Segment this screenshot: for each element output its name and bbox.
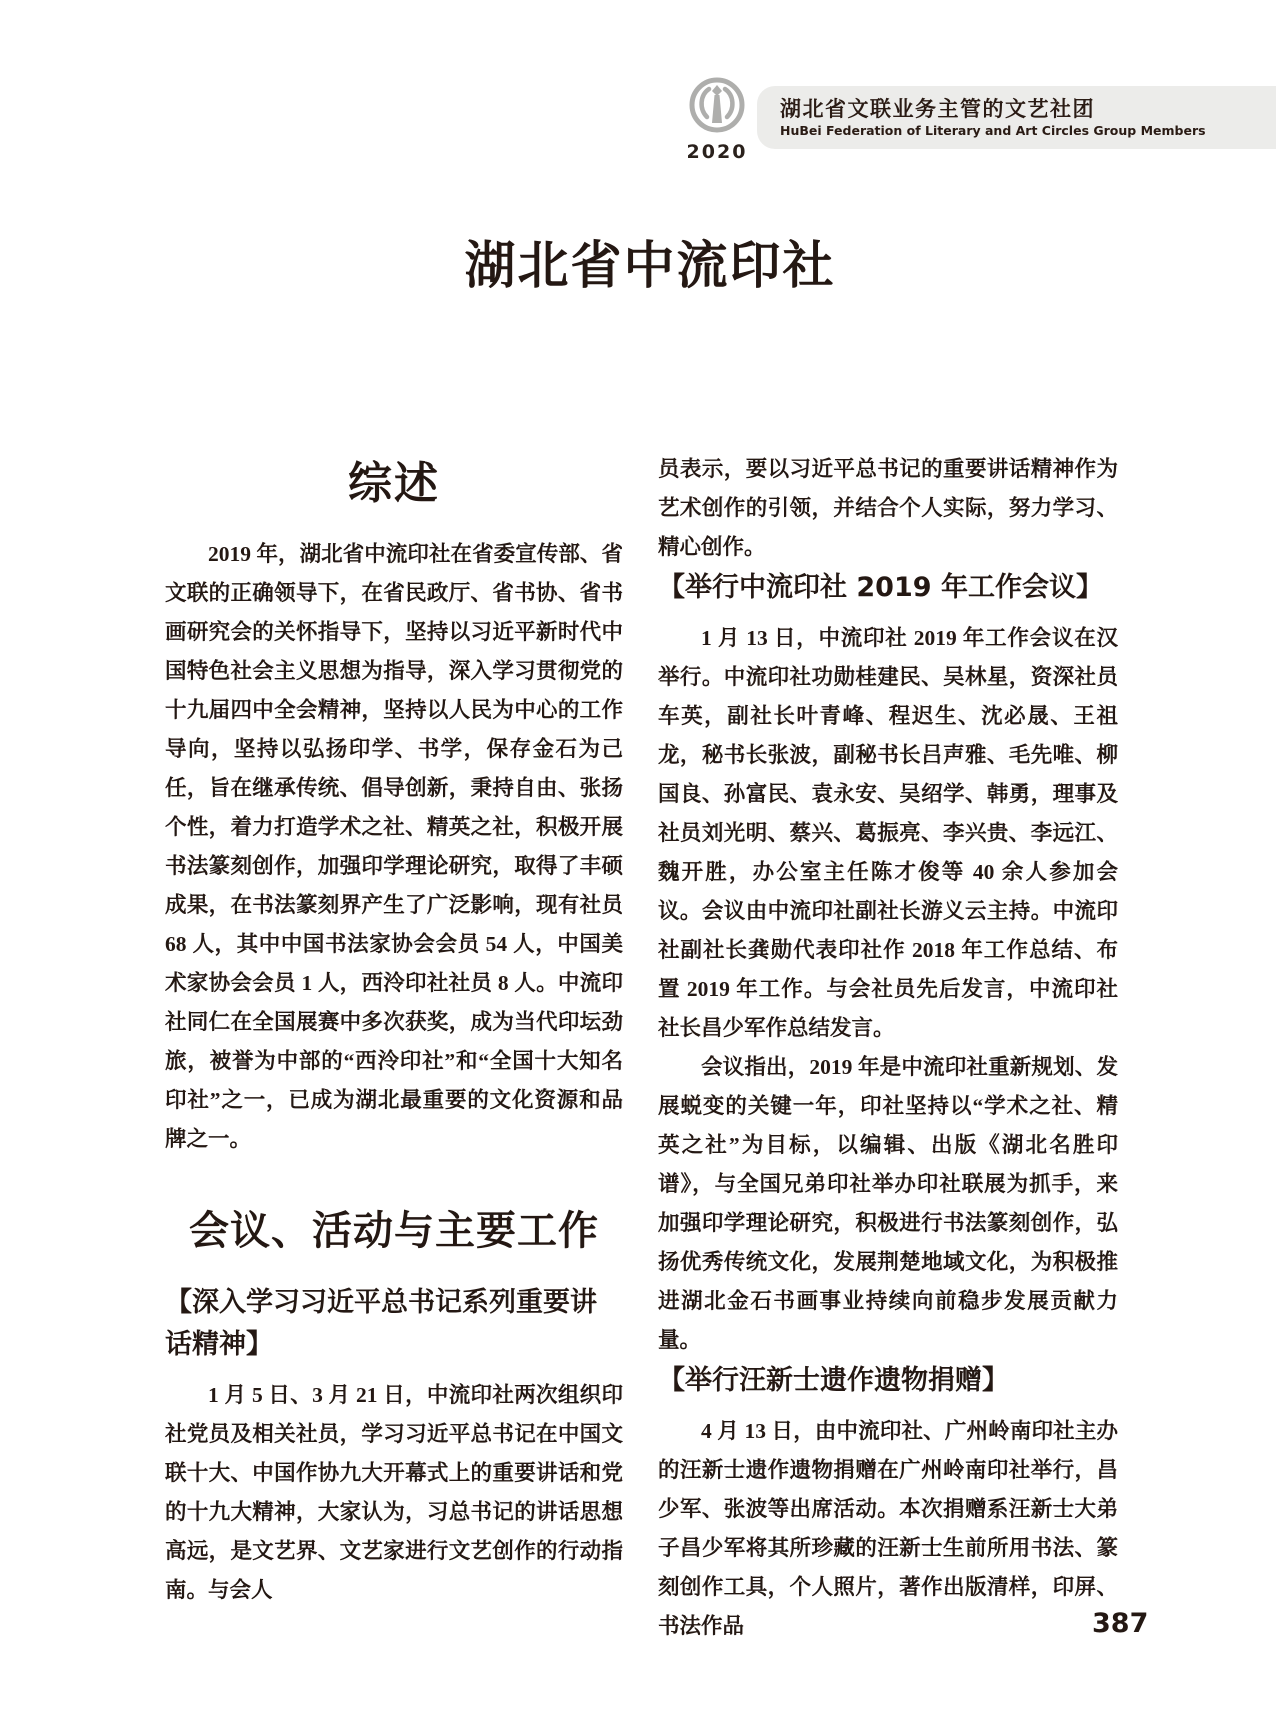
overview-heading: 综述 (348, 458, 440, 509)
continuation-paragraph: 员表示，要以习近平总书记的重要讲话精神作为艺术创作的引领，并结合个人实际，努力学习、精心创作。 (658, 457, 1118, 559)
study-subsection-heading: 【深入学习习近平总书记系列重要讲话精神】 (165, 1287, 597, 1360)
right-column (658, 450, 1118, 1646)
page-title: 湖北省中流印社 (464, 239, 836, 295)
left-column (165, 443, 623, 1610)
page-number: 387 (1092, 1608, 1149, 1639)
meeting-subsection-heading: 【举行中流印社 2019 年工作会议】 (658, 572, 1103, 603)
study-paragraph: 1 月 5 日、3 月 21 日，中流印社两次组织印社党员及相关社员，学习习近平总书记在中国文联十大、中国作协九大开幕式上的重要讲话和党的十九大精神，大家认为，习总书记的讲话思想高远，是文艺界、文艺家进行文艺创作的行动指南。与会人 (165, 1383, 623, 1602)
federation-emblem-icon (688, 121, 746, 138)
section-heading: 会议、活动与主要工作 (189, 1208, 599, 1254)
yearbook-year: 2020 (686, 141, 748, 163)
donation-subsection-heading: 【举行汪新士遗作遗物捐赠】 (658, 1365, 1009, 1396)
overview-paragraph: 2019 年，湖北省中流印社在省委宣传部、省文联的正确领导下，在省民政厅、省书协、省书画研究会的关怀指导下，坚持以习近平新时代中国特色社会主义思想为指导，深入学习贯彻党的十九届四中全会精神，坚持以人民为中心的工作导向，坚持以弘扬印学、书学，保存金石为己任，旨在继承传统、倡导创新，秉持自由、张扬个性，着力打造学术之社、精英之社，积极开展书法篆刻创作，加强印学理论研究，取得了丰硕成果，在书法篆刻界产生了广泛影响，现有社员 68 人，其中中国书法家协会会员 54 人，中国美术家协会会员 1 人，西泠印社社员 8 人。中流印社同仁在全国展赛中多次获奖，成为当代印坛劲旅，被誉为中部的“西泠印社”和“全国十大知名印社”之一，已成为湖北最重要的文化资源和品牌之一。 (165, 542, 623, 1151)
donation-paragraph: 4 月 13 日，由中流印社、广州岭南印社主办的汪新士遗作遗物捐赠在广州岭南印社举行，昌少军、张波等出席活动。本次捐赠系汪新士大弟子昌少军将其所珍藏的汪新士生前所用书法、篆刻创作工具，个人照片，著作出版清样，印屏、书法作品 (658, 1419, 1118, 1638)
banner-title-cn: 湖北省文联业务主管的文艺社团 (780, 96, 1095, 121)
header-banner (757, 86, 1276, 149)
meeting-paragraph-1: 1 月 13 日，中流印社 2019 年工作会议在汉举行。中流印社功勋桂建民、吴林星，资深社员车英，副社长叶青峰、程迟生、沈必晟、王祖龙，秘书长张波，副秘书长吕声雅、毛先唯、柳国良、孙富民、袁永安、吴绍学、韩勇，理事及社员刘光明、蔡兴、葛振亮、李兴贵、李远江、魏开胜，办公室主任陈才俊等 40 余人参加会议。会议由中流印社副社长游义云主持。中流印社副社长龚勋代表印社作 2018 年工作总结、布置 2019 年工作。与会社员先后发言，中流印社社长昌少军作总结发言。 (658, 626, 1118, 1040)
federation-logo (686, 76, 748, 163)
banner-title-en: HuBei Federation of Literary and Art Circles Group Members (780, 122, 1206, 138)
meeting-paragraph-2: 会议指出，2019 年是中流印社重新规划、发展蜕变的关键一年，印社坚持以“学术之社、精英之社”为目标，以编辑、出版《湖北名胜印谱》，与全国兄弟印社举办印社联展为抓手，来加强印学理论研究，积极进行书法篆刻创作，弘扬优秀传统文化，发展荆楚地域文化，为积极推进湖北金石书画事业持续向前稳步发展贡献力量。 (658, 1055, 1118, 1352)
